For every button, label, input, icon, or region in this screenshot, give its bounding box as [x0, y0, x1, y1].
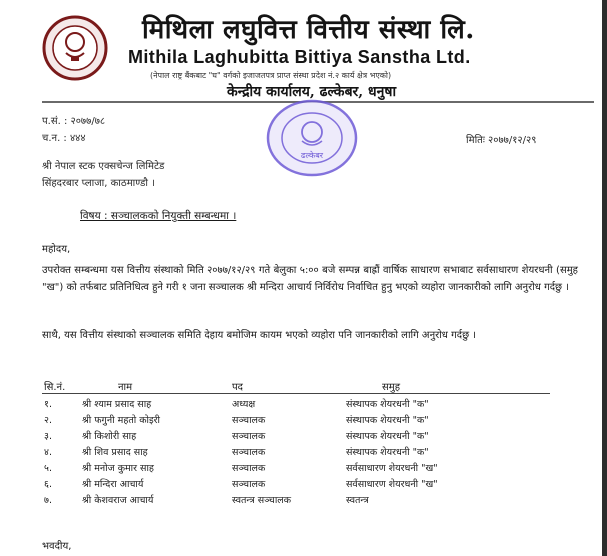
row-position: सञ्चालक [232, 479, 266, 490]
row-sn: १. [44, 399, 52, 410]
column-header-position: पद [232, 382, 243, 393]
row-name: श्री मनोज कुमार साह [82, 463, 154, 474]
company-logo [42, 15, 108, 81]
row-position: सञ्चालक [232, 431, 266, 442]
row-sn: ३. [44, 431, 52, 442]
row-name: श्री श्याम प्रसाद साह [82, 399, 152, 410]
row-group: संस्थापक शेयरधनी "क" [346, 431, 429, 442]
row-sn: ४. [44, 447, 52, 458]
table-row [0, 461, 607, 477]
office-address: केन्द्रीय कार्यालय, ढल्केबर, धनुषा [227, 84, 397, 100]
table-row [0, 413, 607, 429]
dispatch-number: च.न. : ४४४ [42, 133, 86, 144]
row-group: स्वतन्त्र [346, 495, 369, 506]
row-sn: ५. [44, 463, 52, 474]
body-paragraph-1: उपरोक्त सम्बन्धमा यस वित्तीय संस्थाको मिति २०७७/१२/२९ गते बेलुका ५:०० बजे सम्पन्न बाह्रौं वार्षिक साधारण सभाबाट सर्वसाधारण शेयरधनी (समुह "ख") को तर्फबाट प्रतिनिधित्व हुने गरी १ जना सञ्चालक श्री मन्दिरा आचार्य निर्विरोध निर्वाचित हुनु भएको व्यहोरा जानकारीको लागि अनुरोध गर्दछु । [42, 265, 578, 293]
table-row [0, 397, 607, 413]
row-group: संस्थापक शेयरधनी "क" [346, 399, 429, 410]
column-header-name: नाम [118, 382, 133, 393]
official-stamp [265, 99, 359, 177]
company-name-nepali: मिथिला लघुवित्त वित्तीय संस्था लि. [142, 15, 475, 45]
row-position: सञ्चालक [232, 463, 266, 474]
row-group: संस्थापक शेयरधनी "क" [346, 415, 429, 426]
row-sn: २. [44, 415, 52, 426]
salutation: महोदय, [42, 244, 71, 255]
row-sn: ६. [44, 479, 52, 490]
row-name: श्री फगुनी महतो कोइरी [82, 415, 161, 426]
row-group: सर्वसाधारण शेयरधनी "ख" [346, 479, 438, 490]
body-paragraph-2: साथै, यस वित्तीय संस्थाको सञ्चालक समिति देहाय बमोजिम कायम भएको व्यहोरा पनि जानकारीको लागि अनुरोध गर्दछु । [42, 330, 477, 341]
column-header-group: समुह [382, 382, 401, 393]
column-header-sn: सि.नं. [44, 382, 66, 393]
table-row [0, 477, 607, 493]
subject-line: विषय : सञ्चालकको नियुक्ती सम्बन्धमा । [80, 210, 237, 222]
stamp-text: ढल्केबर [300, 151, 324, 160]
company-name-english: Mithila Laghubitta Bittiya Sanstha Ltd. [128, 47, 471, 67]
reference-number: प.सं. : २०७७/७८ [42, 116, 106, 127]
row-name: श्री मन्दिरा आचार्य [82, 479, 144, 490]
row-name: श्री शिव प्रसाद साह [82, 447, 148, 458]
recipient-name: श्री नेपाल स्टक एक्सचेन्ज लिमिटेड [42, 161, 165, 172]
row-name: श्री केशवराज आचार्य [82, 495, 154, 506]
row-position: अध्यक्ष [232, 399, 256, 410]
table-row [0, 493, 607, 509]
letter-date: मितिः २०७७/१२/२९ [466, 135, 537, 146]
row-sn: ७. [44, 495, 52, 506]
row-name: श्री किशोरी साह [82, 431, 137, 442]
row-position: सञ्चालक [232, 415, 266, 426]
table-row [0, 429, 607, 445]
table-header-rule [42, 393, 550, 394]
row-group: संस्थापक शेयरधनी "क" [346, 447, 429, 458]
closing-line: भवदीय, [42, 541, 72, 552]
row-group: सर्वसाधारण शेयरधनी "ख" [346, 463, 438, 474]
recipient-address: सिंहदरबार प्लाजा, काठमाण्डौ । [42, 178, 155, 189]
license-note: (नेपाल राष्ट्र बैंकबाट "घ" वर्गको इजाजतपत्र प्राप्त संस्था प्रदेश नं.२ कार्य क्षेत्र भएको) [150, 71, 392, 80]
row-position: स्वतन्त्र सञ्चालक [232, 495, 292, 506]
table-row [0, 445, 607, 461]
row-position: सञ्चालक [232, 447, 266, 458]
